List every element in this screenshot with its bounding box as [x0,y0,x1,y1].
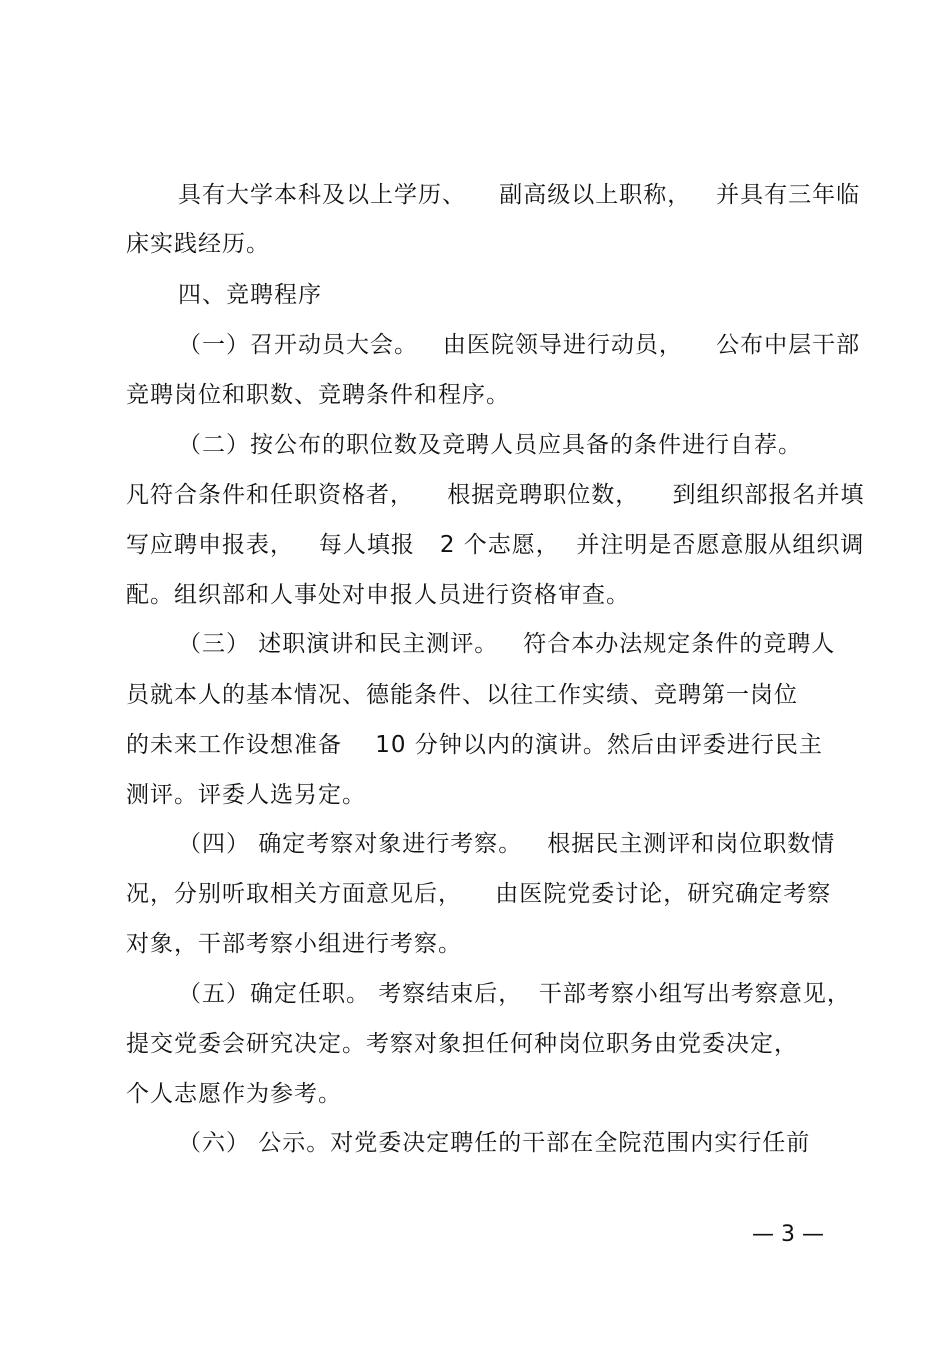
text-line: （六） 公示。对党委决定聘任的干部在全院范围内实行任前 [178,1130,811,1156]
text-line: 配。组织部和人事处对申报人员进行资格审查。 [126,582,630,608]
text-line: 竞聘岗位和职数、竞聘条件和程序。 [126,382,510,408]
text-line: 具有大学本科及以上学历、 副高级以上职称， 并具有三年临 [178,182,861,208]
text-line: （五）确定任职。 考察结束后， 干部考察小组写出考察意见， [178,981,851,1007]
text-line: 对象，干部考察小组进行考察。 [126,931,462,957]
text-line: 的未来工作设想准备 10 分钟以内的演讲。然后由评委进行民主 [126,732,823,758]
text-line: 床实践经历。 [126,231,270,257]
text-line: （二）按公布的职位数及竞聘人员应具备的条件进行自荐。 [178,432,802,458]
text-line: 况，分别听取相关方面意见后， 由医院党委讨论，研究确定考察 [126,881,832,907]
text-line: 写应聘申报表， 每人填报 2 个志愿， 并注明是否愿意服从组织调 [126,532,865,558]
text-line: （一）召开动员大会。 由医院领导进行动员， 公布中层干部 [178,332,861,358]
text-line: （三） 述职演讲和民主测评。 符合本办法规定条件的竞聘人 [178,631,836,657]
section-heading: 四、竞聘程序 [178,282,322,308]
text-line: 提交党委会研究决定。考察对象担任何种岗位职务由党委决定， [126,1031,798,1057]
text-line: 员就本人的基本情况、德能条件、以往工作实绩、竞聘第一岗位 [126,682,798,708]
page-number: — 3 — [752,1222,824,1247]
text-line: 测评。评委人选另定。 [126,782,366,808]
text-line: 个人志愿作为参考。 [126,1081,342,1107]
text-line: 凡符合条件和任职资格者， 根据竞聘职位数， 到组织部报名并填 [126,482,865,508]
text-line: （四） 确定考察对象进行考察。 根据民主测评和岗位职数情 [178,831,836,857]
